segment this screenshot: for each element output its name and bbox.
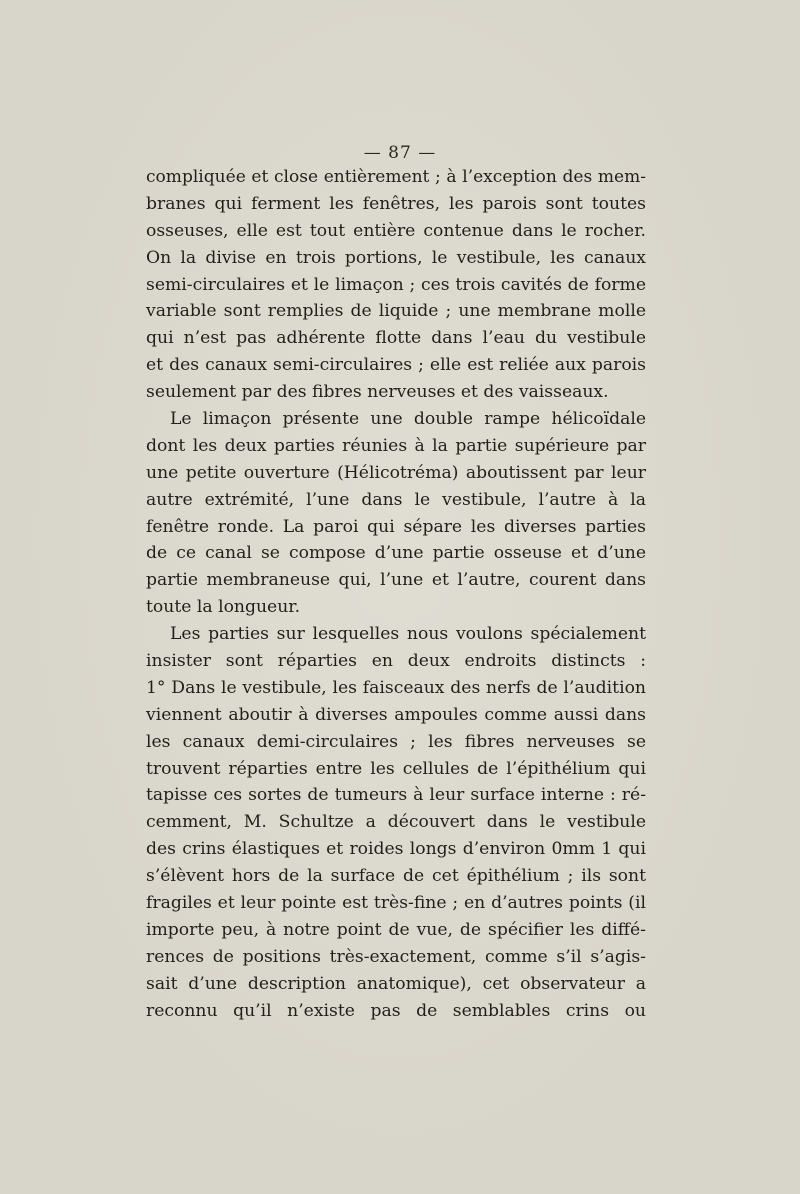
text-line: sait d’une description anatomique), cet observateur a [146, 973, 646, 994]
text-line: variable sont remplies de liquide ; une membrane molle [146, 301, 646, 322]
text-line: Les parties sur lesquelles nous voulons spécialement [170, 624, 646, 645]
text-line: compliquée et close entièrement ; à l’exception des mem- [146, 167, 646, 187]
text-line: rences de positions très-exactement, comme s’il s’agis- [146, 946, 646, 967]
text-line: cemment, M. Schultze a découvert dans le vestibule [146, 812, 646, 833]
text-line: s’élèvent hors de la surface de cet épithélium ; ils sont [146, 866, 646, 887]
text-line: Le limaçon présente une double rampe hélicoïdale [170, 409, 646, 430]
text-line: On la divise en trois portions, le vestibule, les canaux [146, 247, 646, 268]
text-line: fenêtre ronde. La paroi qui sépare les diverses parties [146, 516, 646, 537]
text-line: osseuses, elle est tout entière contenue dans le rocher. [146, 220, 646, 241]
text-line: insister sont réparties en deux endroits distincts : [146, 651, 646, 672]
text-line: seulement par des fibres nerveuses et des vaisseaux. [146, 382, 609, 403]
text-line: trouvent réparties entre les cellules de l’épithélium qui [146, 758, 646, 779]
text-line: 1° Dans le vestibule, les faisceaux des nerfs de l’audition [146, 677, 646, 698]
text-line: qui n’est pas adhérente flotte dans l’eau du vestibule [146, 328, 646, 349]
text-line: branes qui ferment les fenêtres, les parois sont toutes [146, 193, 646, 214]
text-line: toute la longueur. [146, 597, 301, 618]
text-line: de ce canal se compose d’une partie osseuse et d’une [146, 543, 646, 564]
text-line: autre extrémité, l’une dans le vestibule, l’autre à la [146, 489, 646, 510]
body-text [146, 164, 646, 1025]
text-line: importe peu, à notre point de vue, de spécifier les diffé- [146, 919, 646, 940]
text-line: viennent aboutir à diverses ampoules comme aussi dans [146, 704, 646, 725]
text-line: fragiles et leur pointe est très-fine ; en d’autres points (il [146, 893, 646, 914]
text-line: une petite ouverture (Hélicotréma) aboutissent par leur [146, 462, 646, 483]
text-line: partie membraneuse qui, l’une et l’autre, courent dans [146, 570, 646, 591]
text-line: des crins élastiques et roides longs d’environ 0mm 1 qui [146, 839, 646, 860]
text-line: dont les deux parties réunies à la partie supérieure par [146, 435, 646, 456]
text-line: tapisse ces sortes de tumeurs à leur surface interne : ré- [146, 785, 646, 806]
text-line: semi-circulaires et le limaçon ; ces trois cavités de forme [146, 274, 646, 295]
page-number: — 87 — [363, 143, 437, 163]
text-line: et des canaux semi-circulaires ; elle est reliée aux parois [146, 355, 646, 376]
text-line: les canaux demi-circulaires ; les fibres nerveuses se [146, 731, 646, 752]
text-line: reconnu qu’il n’existe pas de semblables crins ou [146, 1000, 646, 1021]
